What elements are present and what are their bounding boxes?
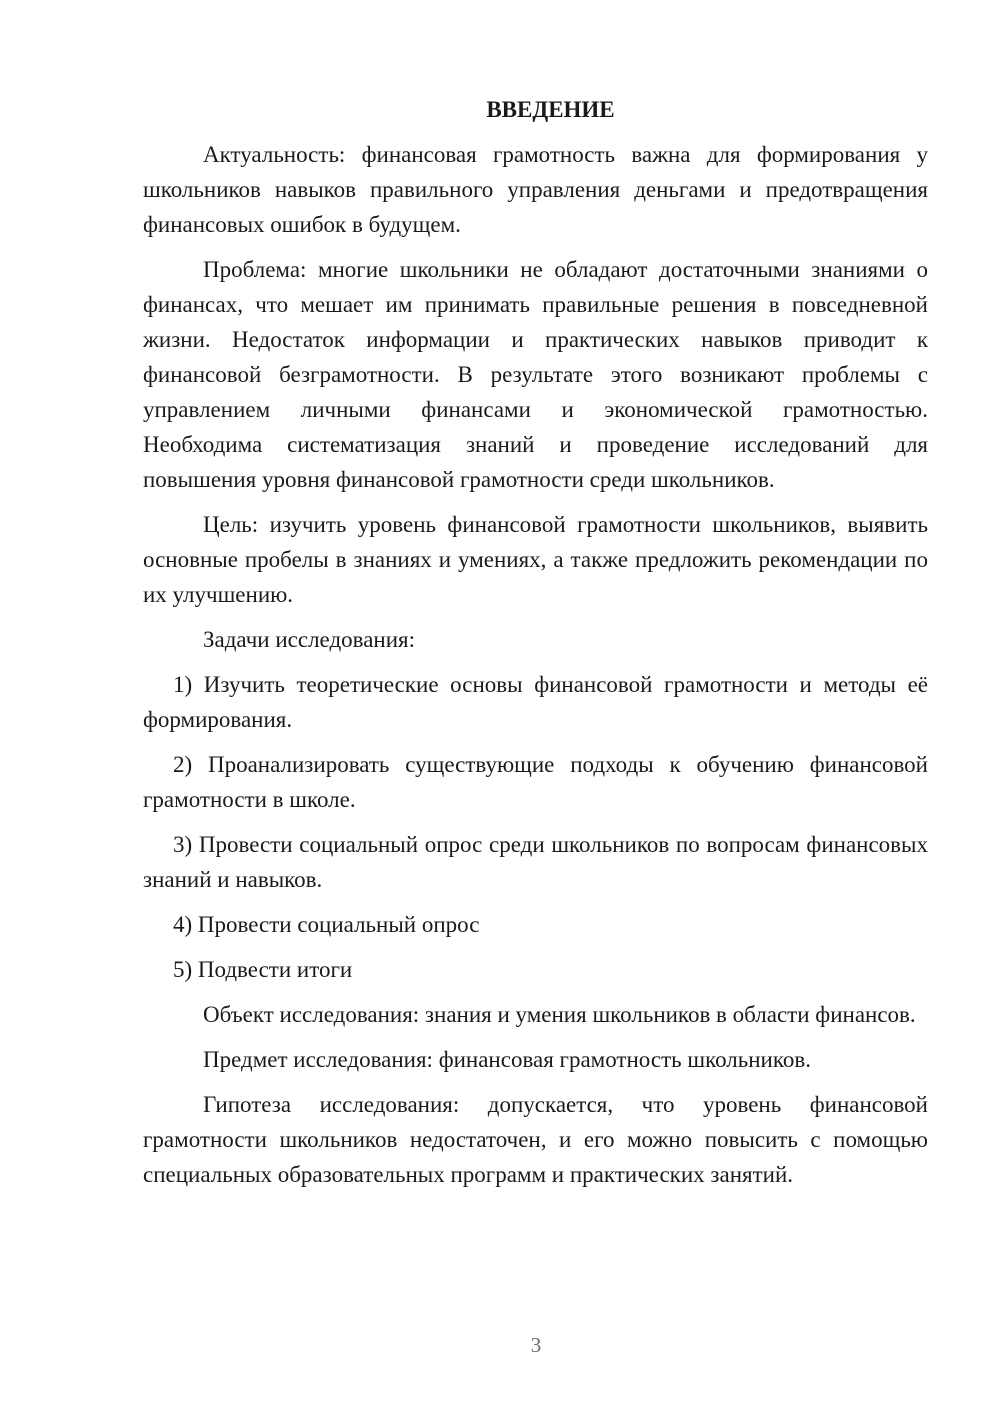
list-item: 2) Проанализировать существующие подходы к обучению финансовой грамотности в школе. (143, 752, 928, 812)
list-item: 1) Изучить теоретические основы финансовой грамотности и методы её формирования. (143, 672, 928, 732)
page-title: ВВЕДЕНИЕ (486, 97, 615, 122)
tasks-list (143, 667, 928, 987)
paragraph-object: Объект исследования: знания и умения школьников в области финансов. (203, 1002, 916, 1027)
paragraph-relevance: Актуальность: финансовая грамотность важна для формирования у школьников навыков правильного управления деньгами и предотвращения финансовых ошибок в будущем. (143, 142, 928, 237)
paragraph-subject: Предмет исследования: финансовая грамотность школьников. (203, 1047, 811, 1072)
page-number: 3 (530, 1333, 542, 1357)
tasks-heading: Задачи исследования: (203, 627, 416, 652)
list-item: 4) Провести социальный опрос (173, 912, 480, 937)
list-item: 5) Подвести итоги (173, 957, 353, 982)
document-page (143, 92, 928, 1202)
paragraph-goal: Цель: изучить уровень финансовой грамотности школьников, выявить основные пробелы в знаниях и умениях, а также предложить рекомендации по их улучшению. (143, 512, 928, 607)
list-item: 3) Провести социальный опрос среди школьников по вопросам финансовых знаний и навыков. (143, 832, 928, 892)
paragraph-hypothesis: Гипотеза исследования: допускается, что уровень финансовой грамотности школьников недостаточен, и его можно повысить с помощью специальных образовательных программ и практических занятий. (143, 1092, 928, 1187)
paragraph-problem: Проблема: многие школьники не обладают достаточными знаниями о финансах, что мешает им принимать правильные решения в повседневной жизни. Недостаток информации и практических навыков приводит к финансовой безграмотности. В результате этого возникают проблемы с управлением личными финансами и экономической грамотностью. Необходима систематизация знаний и проведение исследований для повышения уровня финансовой грамотности среди школьников. (143, 257, 928, 492)
